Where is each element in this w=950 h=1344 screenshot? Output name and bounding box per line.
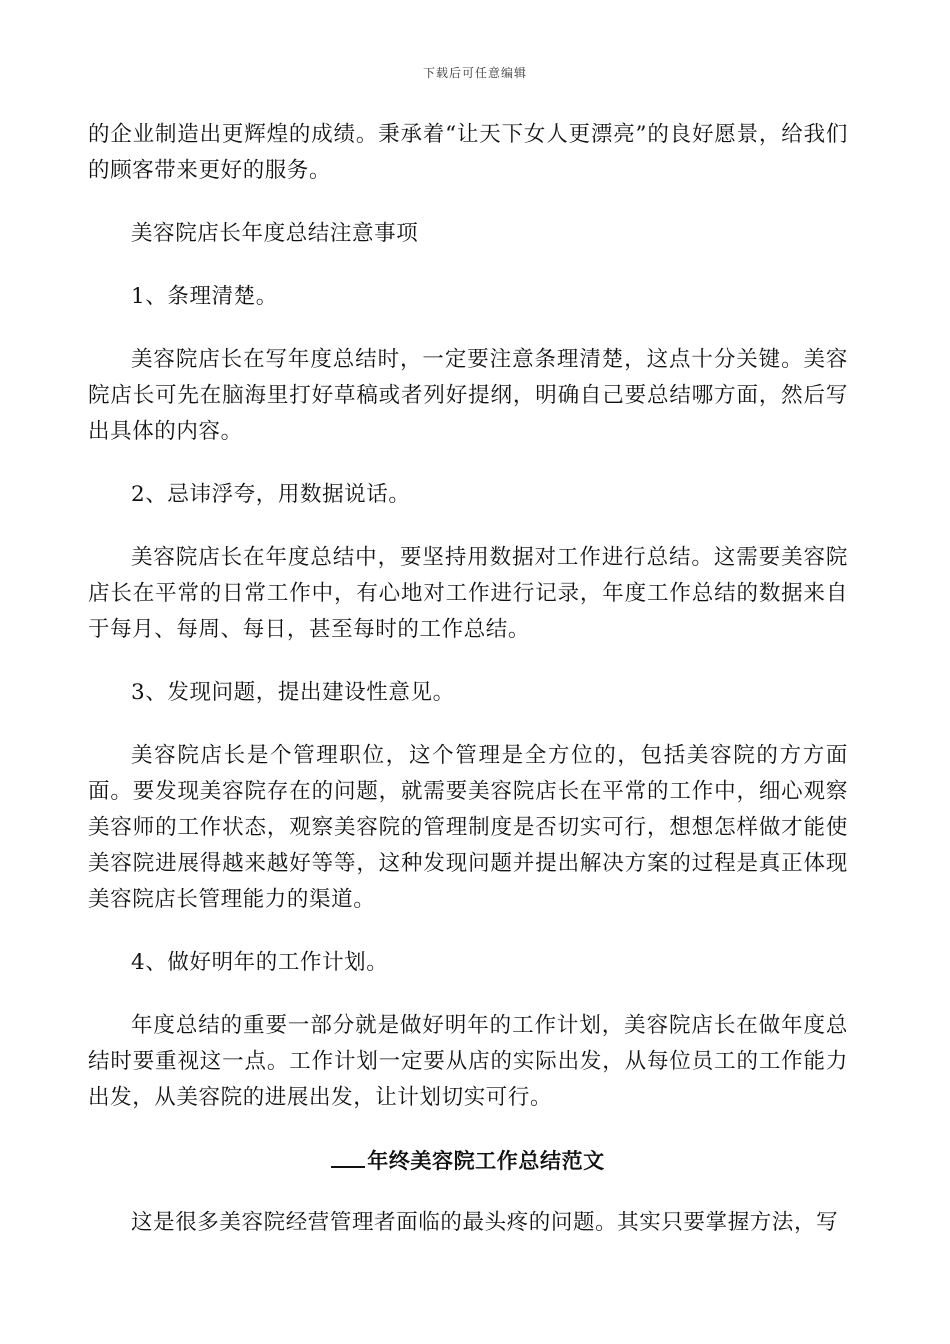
paragraph-1: 美容院店长在写年度总结时，一定要注意条理清楚，这点十分关键。美容院店长可先在脑海里打好草稿或者列好提纲，明确自己要总结哪方面，然后写出具体的内容。 — [88, 347, 848, 444]
article-title — [88, 1143, 848, 1179]
paragraph-2: 美容院店长在年度总结中，要坚持用数据对工作进行总结。这需要美容院店长在平常的日常工作中，有心地对工作进行记录，年度工作总结的数据来自于每月、每周、每日，甚至每时的工作总结。 — [88, 545, 848, 642]
subheading-1: 1、条理清楚。 — [131, 284, 278, 309]
paragraph-4: 年度总结的重要一部分就是做好明年的工作计划，美容院店长在做年度总结时要重视这一点。工作计划一定要从店的实际出发，从每位员工的工作能力出发，从美容院的进展出发，让计划切实可行。 — [88, 1013, 848, 1110]
paragraph-3: 美容院店长是个管理职位，这个管理是全方位的，包括美容院的方方面面。要发现美容院存在的问题，就需要美容院店长在平常的工作中，细心观察美容师的工作状态，观察美容院的管理制度是否切实可行，想想怎样做才能使美容院进展得越来越好等等，这种发现问题并提出解决方案的过程是真正体现美容院店长管理能力的渠道。 — [88, 743, 848, 912]
paragraph-5: 这是很多美容院经营管理者面临的最头疼的问题。其实只要掌握方法，写 — [131, 1210, 839, 1235]
page-header: 下载后可任意编辑 — [422, 66, 527, 80]
subheading-4: 4、做好明年的工作计划。 — [131, 950, 389, 975]
section-heading: 美容院店长年度总结注意事项 — [131, 221, 419, 246]
document-body — [88, 117, 848, 1268]
subheading-2: 2、忌讳浮夸，用数据说话。 — [131, 482, 411, 507]
title-blank-line — [331, 1148, 365, 1168]
paragraph-continuation: 的企业制造出更辉煌的成绩。秉承着“让天下女人更漂亮”的良好愿景，给我们的顾客带来更好的服务。 — [88, 122, 848, 183]
subheading-3: 3、发现问题，提出建设性意见。 — [131, 680, 455, 705]
article-title-text: 年终美容院工作总结范文 — [367, 1149, 605, 1173]
